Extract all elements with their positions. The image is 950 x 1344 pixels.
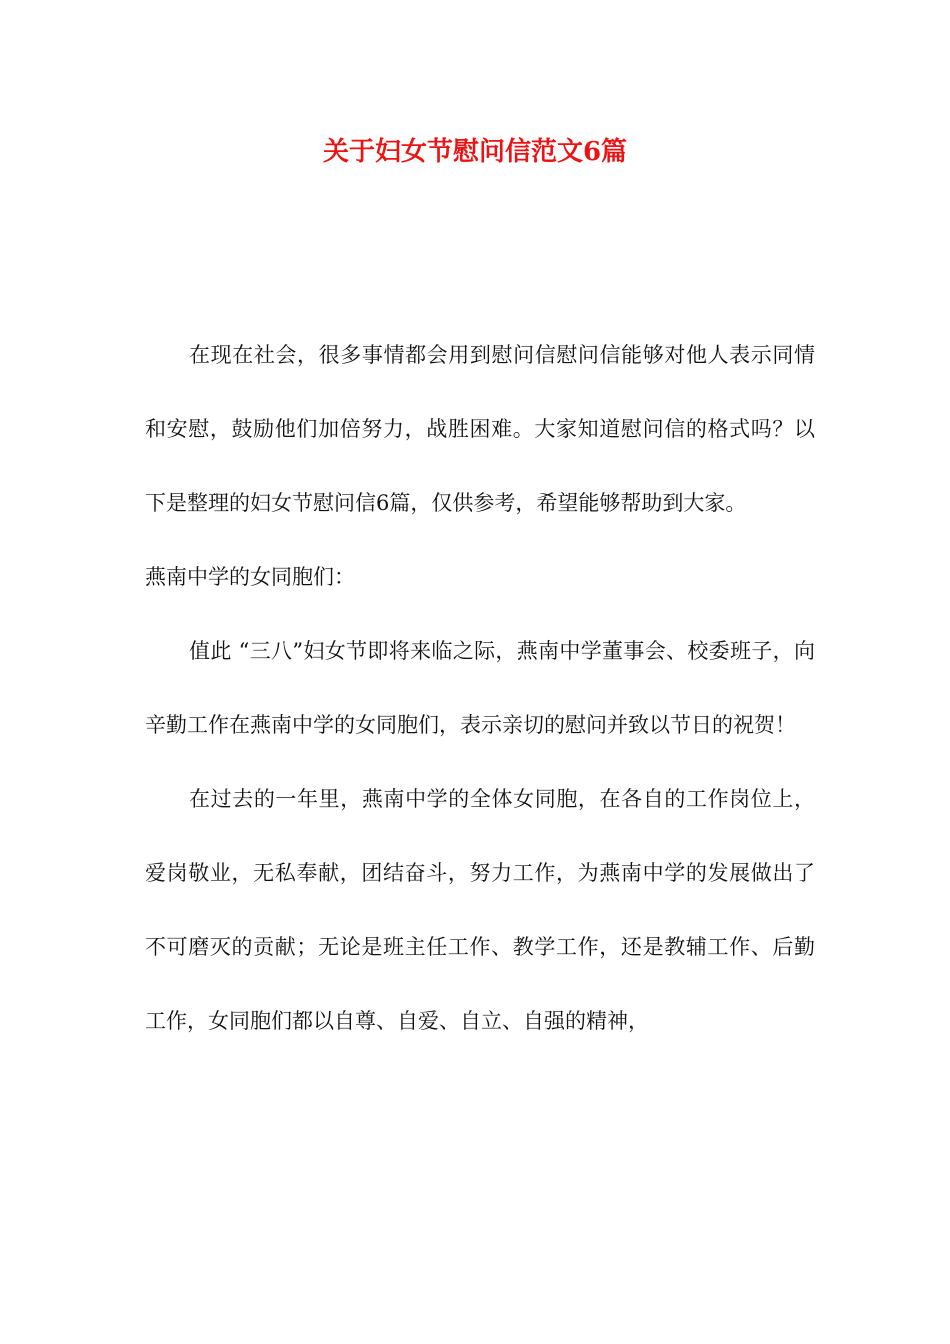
intro-paragraph: 在现在社会，很多事情都会用到慰问信慰问信能够对他人表示同情和安慰，鼓励他们加倍努力，战胜困难。大家知道慰问信的格式吗？以下是整理的妇女节慰问信6篇，仅供参考，希望能够帮助到大家。	[145, 343, 815, 515]
body-paragraph: 在过去的一年里，燕南中学的全体女同胞，在各自的工作岗位上，爱岗敬业，无私奉献，团结奋斗，努力工作，为燕南中学的发展做出了不可磨灭的贡献；无论是班主任工作、教学工作，还是教辅工作、后勤工作，女同胞们都以自尊、自爱、自立、自强的精神，	[145, 787, 815, 1033]
salutation: 燕南中学的女同胞们：	[145, 565, 355, 589]
document-title: 关于妇女节慰问信范文6篇	[322, 137, 628, 167]
document-body	[145, 318, 815, 1058]
greeting-paragraph: 值此 “三八”妇女节即将来临之际，燕南中学董事会、校委班子，向辛勤工作在燕南中学的女同胞们，表示亲切的慰问并致以节日的祝贺！	[145, 639, 815, 737]
